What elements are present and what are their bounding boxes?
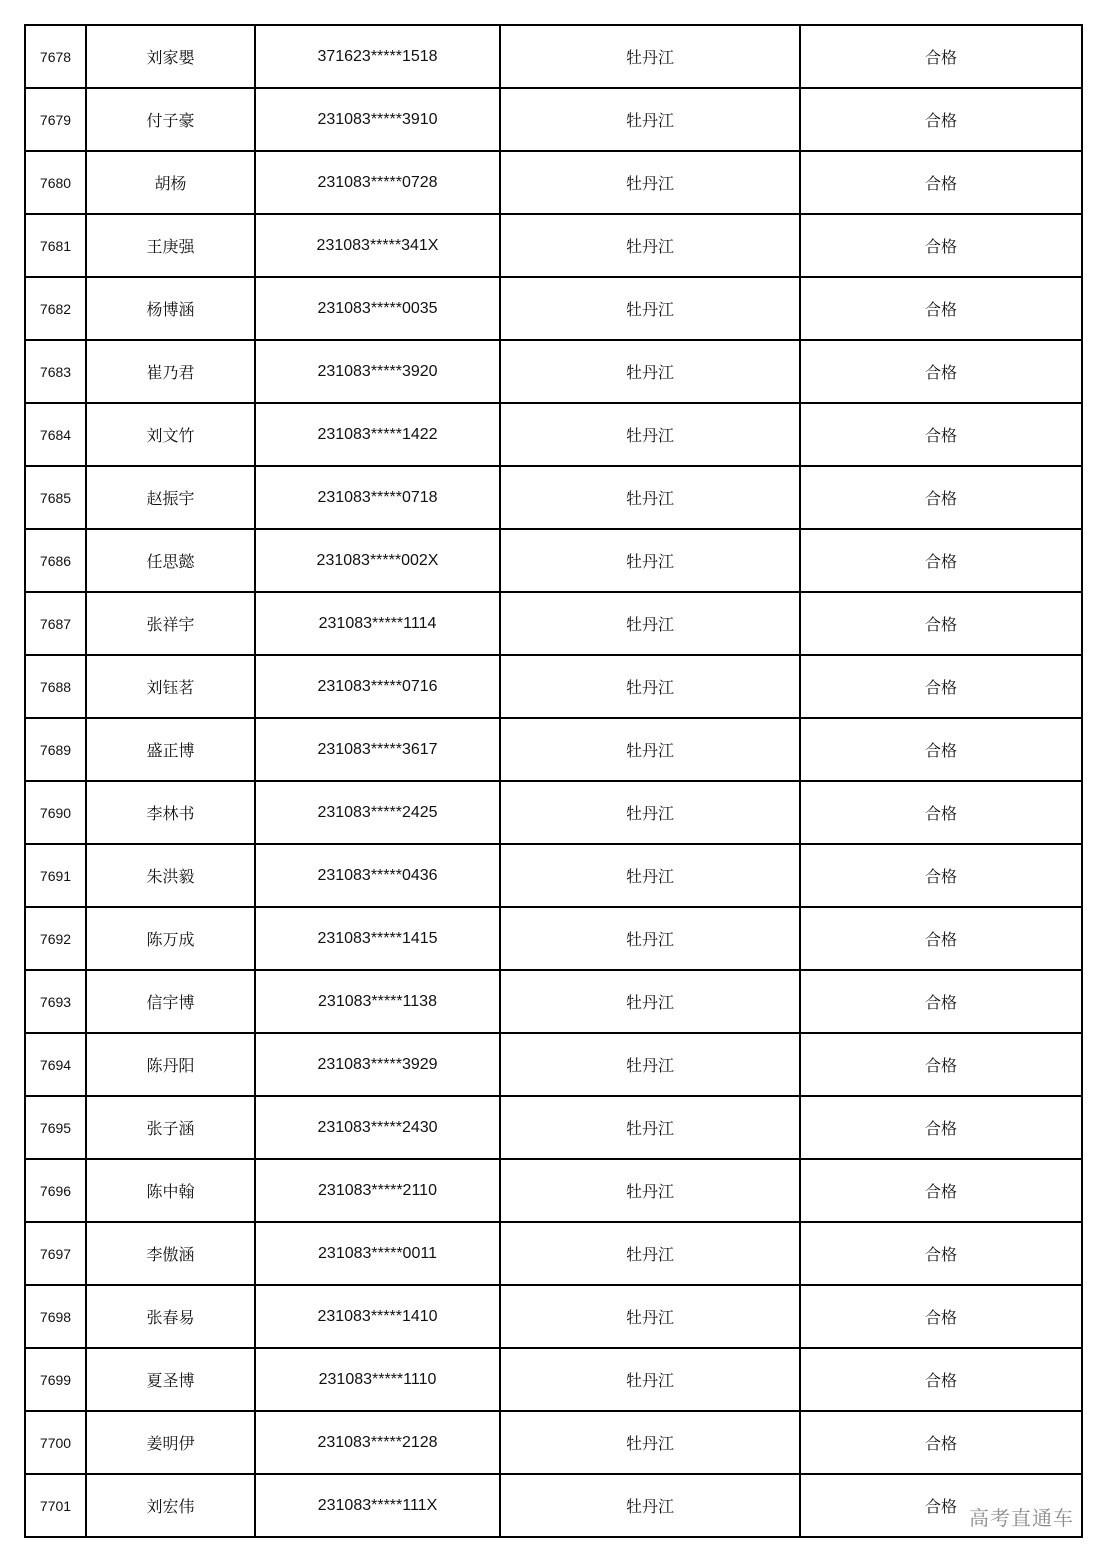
cell-id-number: 231083*****3920 xyxy=(255,340,500,403)
cell-result: 合格 xyxy=(800,466,1082,529)
cell-city: 牡丹江 xyxy=(500,781,800,844)
cell-result: 合格 xyxy=(800,718,1082,781)
cell-city: 牡丹江 xyxy=(500,655,800,718)
cell-city: 牡丹江 xyxy=(500,1285,800,1348)
cell-city: 牡丹江 xyxy=(500,1474,800,1537)
cell-id-number: 231083*****3929 xyxy=(255,1033,500,1096)
cell-result: 合格 xyxy=(800,970,1082,1033)
cell-number: 7679 xyxy=(25,88,86,151)
cell-result: 合格 xyxy=(800,1474,1082,1537)
table-row xyxy=(25,340,1082,403)
cell-city: 牡丹江 xyxy=(500,907,800,970)
cell-id-number: 231083*****1410 xyxy=(255,1285,500,1348)
cell-id-number: 231083*****2110 xyxy=(255,1159,500,1222)
cell-name: 张祥宇 xyxy=(86,592,255,655)
cell-id-number: 231083*****0716 xyxy=(255,655,500,718)
cell-result: 合格 xyxy=(800,1033,1082,1096)
cell-city: 牡丹江 xyxy=(500,718,800,781)
cell-result: 合格 xyxy=(800,1285,1082,1348)
cell-city: 牡丹江 xyxy=(500,1159,800,1222)
table-row xyxy=(25,718,1082,781)
cell-result: 合格 xyxy=(800,1348,1082,1411)
table-row xyxy=(25,655,1082,718)
table-row xyxy=(25,592,1082,655)
cell-city: 牡丹江 xyxy=(500,1348,800,1411)
cell-number: 7695 xyxy=(25,1096,86,1159)
table-row xyxy=(25,1348,1082,1411)
table-row xyxy=(25,1033,1082,1096)
cell-name: 信宇博 xyxy=(86,970,255,1033)
cell-city: 牡丹江 xyxy=(500,1222,800,1285)
cell-number: 7698 xyxy=(25,1285,86,1348)
cell-id-number: 231083*****341X xyxy=(255,214,500,277)
table-row xyxy=(25,1222,1082,1285)
cell-number: 7681 xyxy=(25,214,86,277)
cell-id-number: 231083*****1138 xyxy=(255,970,500,1033)
cell-id-number: 231083*****111X xyxy=(255,1474,500,1537)
results-table xyxy=(24,24,1083,1538)
cell-result: 合格 xyxy=(800,277,1082,340)
cell-result: 合格 xyxy=(800,25,1082,88)
cell-id-number: 231083*****2425 xyxy=(255,781,500,844)
table-row xyxy=(25,529,1082,592)
cell-number: 7686 xyxy=(25,529,86,592)
cell-id-number: 231083*****0718 xyxy=(255,466,500,529)
cell-result: 合格 xyxy=(800,907,1082,970)
table-row xyxy=(25,88,1082,151)
cell-result: 合格 xyxy=(800,781,1082,844)
cell-result: 合格 xyxy=(800,214,1082,277)
cell-name: 盛正博 xyxy=(86,718,255,781)
cell-name: 陈丹阳 xyxy=(86,1033,255,1096)
cell-name: 付子豪 xyxy=(86,88,255,151)
cell-name: 朱洪毅 xyxy=(86,844,255,907)
cell-city: 牡丹江 xyxy=(500,151,800,214)
cell-name: 陈万成 xyxy=(86,907,255,970)
cell-city: 牡丹江 xyxy=(500,277,800,340)
cell-number: 7688 xyxy=(25,655,86,718)
cell-number: 7682 xyxy=(25,277,86,340)
cell-id-number: 231083*****3910 xyxy=(255,88,500,151)
cell-id-number: 231083*****0728 xyxy=(255,151,500,214)
cell-number: 7693 xyxy=(25,970,86,1033)
cell-name: 张子涵 xyxy=(86,1096,255,1159)
cell-city: 牡丹江 xyxy=(500,970,800,1033)
cell-result: 合格 xyxy=(800,1159,1082,1222)
cell-id-number: 231083*****1114 xyxy=(255,592,500,655)
cell-result: 合格 xyxy=(800,592,1082,655)
cell-number: 7694 xyxy=(25,1033,86,1096)
cell-number: 7690 xyxy=(25,781,86,844)
cell-number: 7692 xyxy=(25,907,86,970)
results-table-body xyxy=(25,25,1082,1537)
cell-name: 胡杨 xyxy=(86,151,255,214)
cell-result: 合格 xyxy=(800,655,1082,718)
cell-result: 合格 xyxy=(800,403,1082,466)
cell-number: 7683 xyxy=(25,340,86,403)
cell-name: 赵振宇 xyxy=(86,466,255,529)
cell-name: 刘家嬰 xyxy=(86,25,255,88)
table-row xyxy=(25,970,1082,1033)
cell-city: 牡丹江 xyxy=(500,466,800,529)
cell-name: 王庚强 xyxy=(86,214,255,277)
cell-city: 牡丹江 xyxy=(500,340,800,403)
table-row xyxy=(25,466,1082,529)
cell-city: 牡丹江 xyxy=(500,1411,800,1474)
cell-name: 李傲涵 xyxy=(86,1222,255,1285)
cell-name: 姜明伊 xyxy=(86,1411,255,1474)
cell-result: 合格 xyxy=(800,151,1082,214)
cell-city: 牡丹江 xyxy=(500,1033,800,1096)
table-row xyxy=(25,844,1082,907)
cell-id-number: 231083*****0035 xyxy=(255,277,500,340)
cell-name: 崔乃君 xyxy=(86,340,255,403)
cell-id-number: 371623*****1518 xyxy=(255,25,500,88)
cell-result: 合格 xyxy=(800,1096,1082,1159)
cell-number: 7685 xyxy=(25,466,86,529)
cell-name: 刘宏伟 xyxy=(86,1474,255,1537)
cell-result: 合格 xyxy=(800,1222,1082,1285)
cell-result: 合格 xyxy=(800,1411,1082,1474)
cell-number: 7680 xyxy=(25,151,86,214)
cell-result: 合格 xyxy=(800,844,1082,907)
cell-name: 张春易 xyxy=(86,1285,255,1348)
cell-name: 杨博涵 xyxy=(86,277,255,340)
cell-id-number: 231083*****2430 xyxy=(255,1096,500,1159)
cell-id-number: 231083*****1415 xyxy=(255,907,500,970)
table-row xyxy=(25,1096,1082,1159)
cell-name: 李林书 xyxy=(86,781,255,844)
table-row xyxy=(25,403,1082,466)
cell-result: 合格 xyxy=(800,529,1082,592)
cell-number: 7678 xyxy=(25,25,86,88)
table-row xyxy=(25,1285,1082,1348)
table-row xyxy=(25,214,1082,277)
cell-id-number: 231083*****2128 xyxy=(255,1411,500,1474)
cell-city: 牡丹江 xyxy=(500,25,800,88)
table-row xyxy=(25,1159,1082,1222)
watermark-text: 高考直通车 xyxy=(969,1506,1074,1530)
cell-city: 牡丹江 xyxy=(500,403,800,466)
cell-number: 7691 xyxy=(25,844,86,907)
table-row xyxy=(25,25,1082,88)
cell-id-number: 231083*****0436 xyxy=(255,844,500,907)
cell-name: 夏圣博 xyxy=(86,1348,255,1411)
cell-result: 合格 xyxy=(800,340,1082,403)
cell-city: 牡丹江 xyxy=(500,844,800,907)
cell-name: 刘钰茗 xyxy=(86,655,255,718)
cell-city: 牡丹江 xyxy=(500,529,800,592)
cell-number: 7696 xyxy=(25,1159,86,1222)
table-row xyxy=(25,151,1082,214)
table-row xyxy=(25,1411,1082,1474)
cell-result: 合格 xyxy=(800,88,1082,151)
cell-name: 陈中翰 xyxy=(86,1159,255,1222)
cell-number: 7697 xyxy=(25,1222,86,1285)
table-row xyxy=(25,1474,1082,1537)
cell-number: 7700 xyxy=(25,1411,86,1474)
cell-id-number: 231083*****002X xyxy=(255,529,500,592)
cell-id-number: 231083*****0011 xyxy=(255,1222,500,1285)
cell-city: 牡丹江 xyxy=(500,214,800,277)
cell-number: 7684 xyxy=(25,403,86,466)
cell-city: 牡丹江 xyxy=(500,1096,800,1159)
cell-number: 7687 xyxy=(25,592,86,655)
cell-name: 任思懿 xyxy=(86,529,255,592)
cell-name: 刘文竹 xyxy=(86,403,255,466)
table-row xyxy=(25,781,1082,844)
cell-city: 牡丹江 xyxy=(500,88,800,151)
document-sheet xyxy=(24,24,1077,1533)
cell-number: 7701 xyxy=(25,1474,86,1537)
cell-id-number: 231083*****1422 xyxy=(255,403,500,466)
cell-id-number: 231083*****3617 xyxy=(255,718,500,781)
table-row xyxy=(25,277,1082,340)
cell-city: 牡丹江 xyxy=(500,592,800,655)
cell-id-number: 231083*****1110 xyxy=(255,1348,500,1411)
table-row xyxy=(25,907,1082,970)
cell-number: 7699 xyxy=(25,1348,86,1411)
cell-number: 7689 xyxy=(25,718,86,781)
